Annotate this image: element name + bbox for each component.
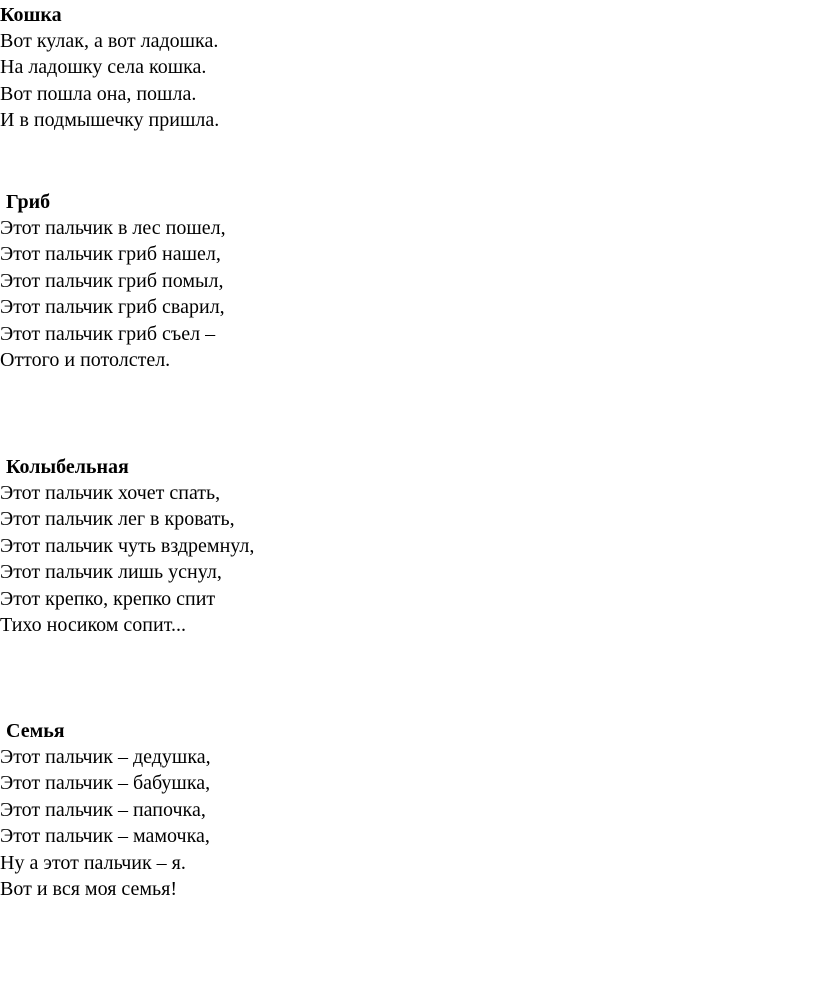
poem-koshka [0,2,800,134]
poem-line: Вот кулак, а вот ладошка. [0,30,219,52]
poem-line: Этот пальчик гриб нашел, [0,243,221,266]
poem-semya [0,718,800,902]
poem-title: Колыбельная [6,456,129,478]
poem-line: Этот пальчик – мамочка, [0,825,210,848]
poem-line: Ну а этот пальчик – я. [0,851,186,874]
poem-line: Этот пальчик лег в кровать, [0,508,235,531]
poem-line: Этот пальчик гриб сварил, [0,296,225,319]
poem-line: Этот пальчик – папочка, [0,798,206,821]
poem-line: Оттого и потолстел. [0,348,171,371]
poem-line: Этот крепко, крепко спит [0,587,216,610]
poem-line: Этот пальчик в лес пошел, [0,217,226,239]
poem-line: Этот пальчик – дедушка, [0,746,211,768]
poem-line: Вот и вся моя семья! [0,877,178,900]
poem-line: Этот пальчик чуть вздремнул, [0,534,255,557]
poem-line: Этот пальчик лишь уснул, [0,561,222,584]
poem-grib [0,189,800,373]
poem-line: Этот пальчик гриб съел – [0,322,216,345]
poem-title: Семья [6,720,65,742]
poem-line: Этот пальчик хочет спать, [0,482,221,504]
poem-title: Гриб [6,191,51,213]
poem-line: Этот пальчик – бабушка, [0,772,211,795]
poem-line: На ладошку села кошка. [0,56,207,79]
poem-line: Тихо носиком сопит... [0,613,186,636]
poem-kolybelnaya [0,454,800,638]
poem-title: Кошка [0,4,62,26]
poem-line: Этот пальчик гриб помыл, [0,269,224,292]
poem-line: Вот пошла она, пошла. [0,82,197,105]
poem-line: И в подмышечку пришла. [0,109,220,132]
